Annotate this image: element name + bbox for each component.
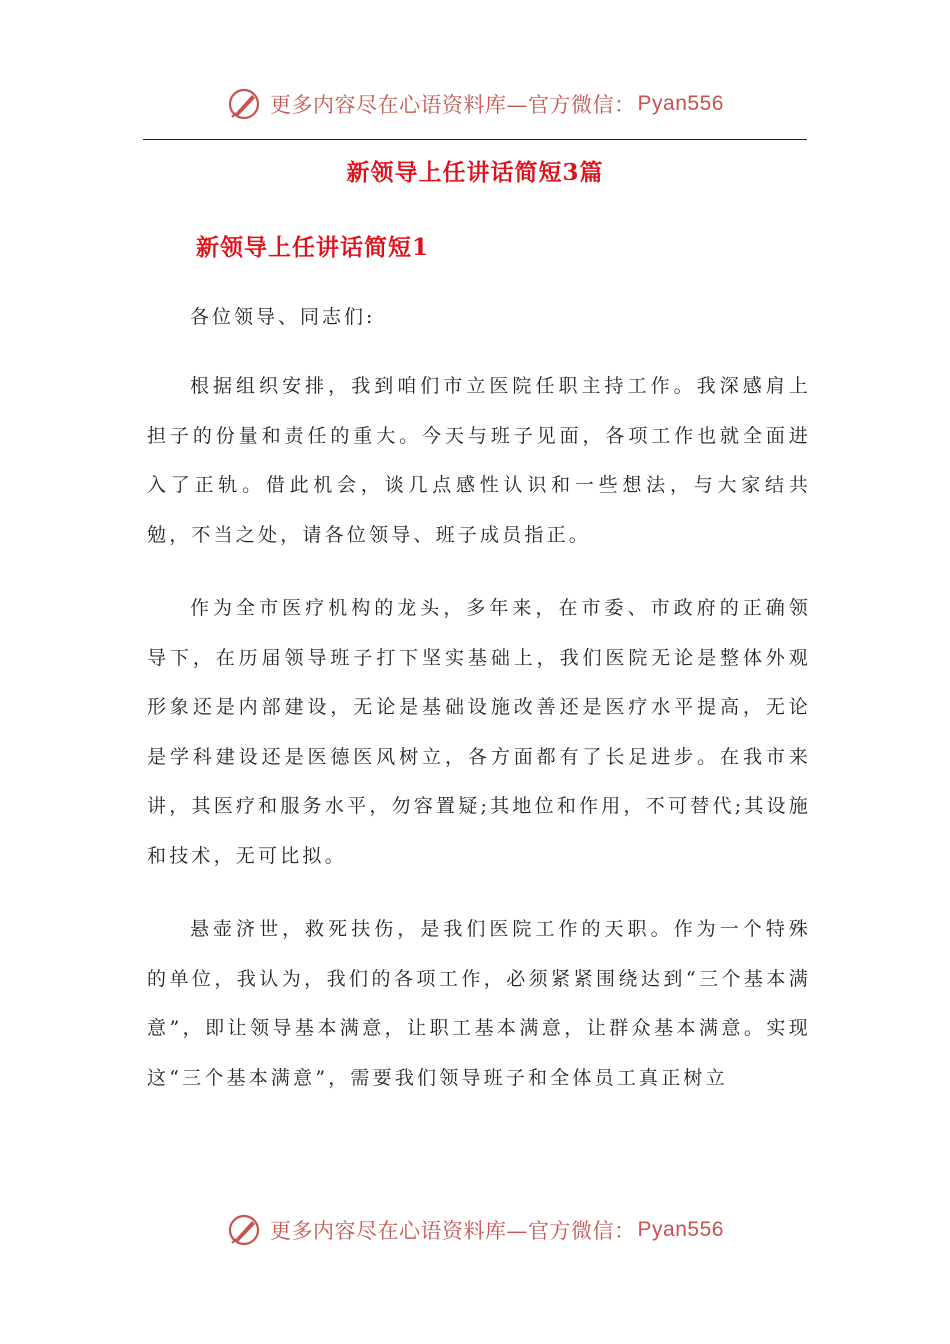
header-banner-account: Pyan556 bbox=[637, 92, 724, 115]
footer-banner-text: 更多内容尽在心语资料库—官方微信： bbox=[270, 1219, 636, 1243]
paragraph-3: 悬壶济世，救死扶伤，是我们医院工作的天职。作为一个特殊的单位，我认为，我们的各项工作，必须紧紧围绕达到“三个基本满意”，即让领导基本满意，让职工基本满意，让群众基本满意。实现这“三个基本满意”，需要我们领导班子和全体员工真正树立 bbox=[147, 918, 811, 1089]
paragraph-2: 作为全市医疗机构的龙头，多年来，在市委、市政府的正确领导下，在历届领导班子打下坚实基础上，我们医院无论是整体外观形象还是内部建设，无论是基础设施改善还是医疗水平提高，无论是学科建设还是医德医风树立，各方面都有了长足进步。在我市来讲，其医疗和服务水平，勿容置疑;其地位和作用，不可替代;其设施和技术，无可比拟。 bbox=[147, 597, 811, 867]
header-banner bbox=[0, 86, 950, 122]
document-title: 新领导上任讲话简短3篇 bbox=[346, 159, 604, 186]
salutation: 各位领导、同志们: bbox=[190, 306, 376, 328]
paragraph-1: 根据组织安排，我到咱们市立医院任职主持工作。我深感肩上担子的份量和责任的重大。今天与班子见面，各项工作也就全面进入了正轨。借此机会，谈几点感性认识和一些想法，与大家结共勉，不当之处，请各位领导、班子成员指正。 bbox=[147, 375, 811, 546]
footer-banner-account: Pyan556 bbox=[637, 1218, 724, 1241]
footer-banner bbox=[0, 1212, 950, 1248]
pen-circle-icon bbox=[226, 1212, 262, 1248]
header-banner-text: 更多内容尽在心语资料库—官方微信： bbox=[270, 93, 636, 117]
section-title: 新领导上任讲话简短1 bbox=[196, 234, 430, 261]
pen-circle-icon bbox=[226, 86, 262, 122]
header-divider bbox=[143, 139, 807, 140]
